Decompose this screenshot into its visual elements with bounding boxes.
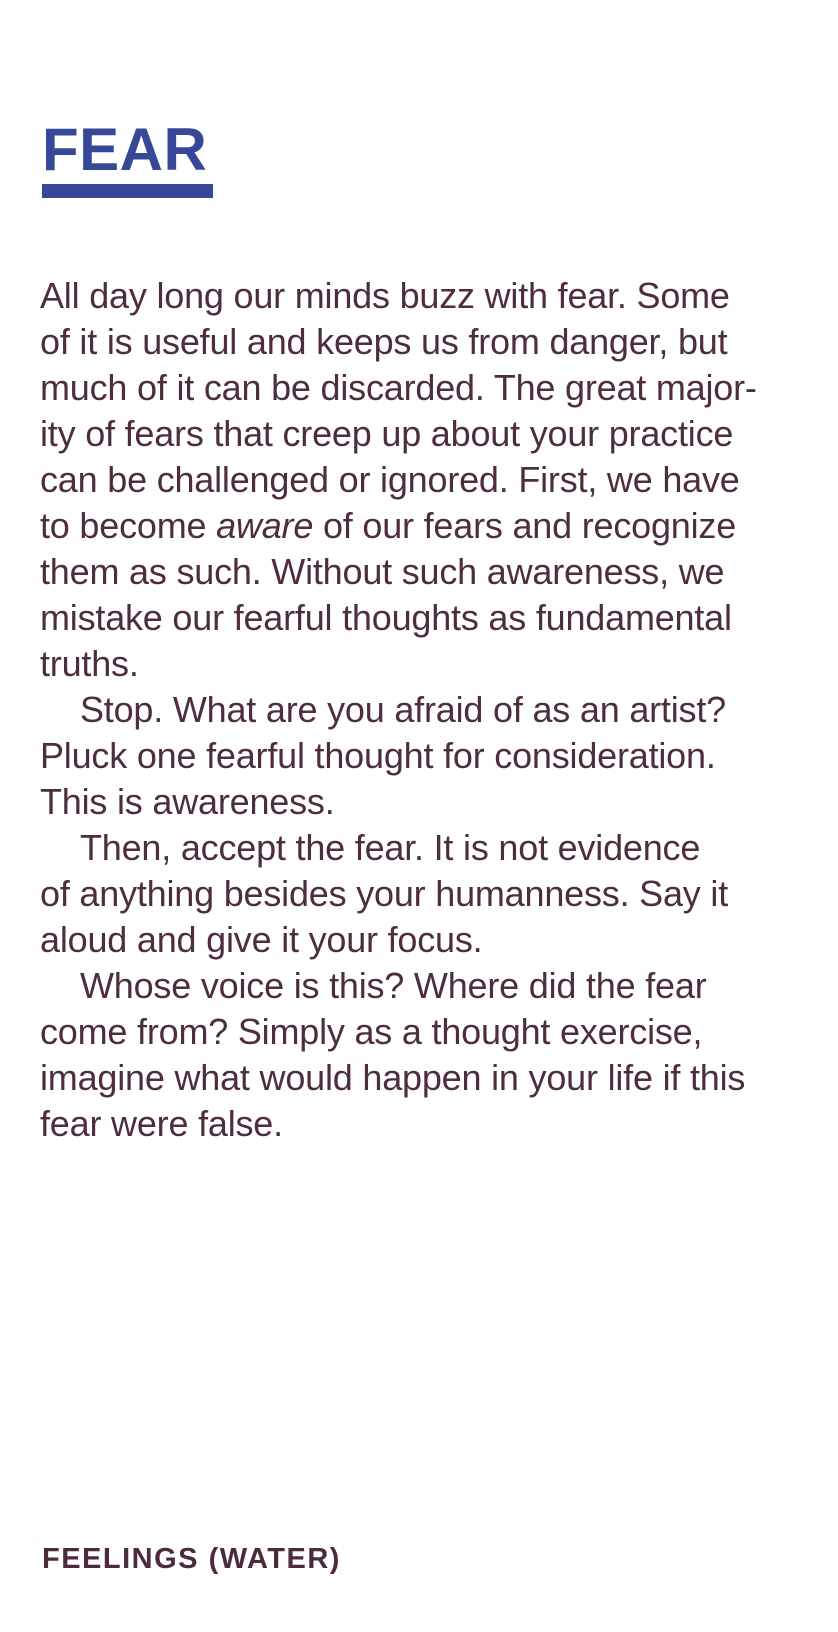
text-line: imagine what would happen in your life if this [40, 1057, 746, 1098]
text-line: ity of fears that creep up about your practice [40, 413, 734, 454]
text-line: them as such. Without such awareness, we [40, 551, 725, 592]
italic-text: aware [216, 505, 314, 546]
text-line: Then, accept the fear. It is not evidence [80, 827, 701, 868]
paragraph [40, 687, 780, 825]
text-line: Whose voice is this? Where did the fear [80, 965, 707, 1006]
text-segment: to become [40, 505, 217, 546]
text-line: mistake our fearful thoughts as fundamental [40, 597, 732, 638]
text-line: can be challenged or ignored. First, we have [40, 459, 740, 500]
text-line: Stop. What are you afraid of as an artist? [80, 689, 726, 730]
page-title: FEAR [42, 116, 208, 183]
text-line [40, 503, 780, 549]
body-text [40, 273, 780, 1147]
paragraph [40, 825, 780, 963]
text-line: of anything besides your humanness. Say it [40, 873, 729, 914]
title-underline [42, 184, 213, 198]
text-line: much of it can be discarded. The great major- [40, 367, 757, 408]
text-line: All day long our minds buzz with fear. Some [40, 275, 730, 316]
paragraph [40, 963, 780, 1147]
text-line: come from? Simply as a thought exercise, [40, 1011, 703, 1052]
footer-section-label: FEELINGS (WATER) [42, 1543, 341, 1575]
text-segment: of our fears and recognize [313, 505, 737, 546]
text-line: aloud and give it your focus. [40, 919, 483, 960]
text-line: of it is useful and keeps us from danger, but [40, 321, 728, 362]
text-line: This is awareness. [40, 781, 335, 822]
paragraph [40, 273, 780, 687]
text-line: truths. [40, 643, 139, 684]
text-line: fear were false. [40, 1103, 283, 1144]
chapter-heading [42, 116, 213, 198]
text-line: Pluck one fearful thought for consideration. [40, 735, 716, 776]
